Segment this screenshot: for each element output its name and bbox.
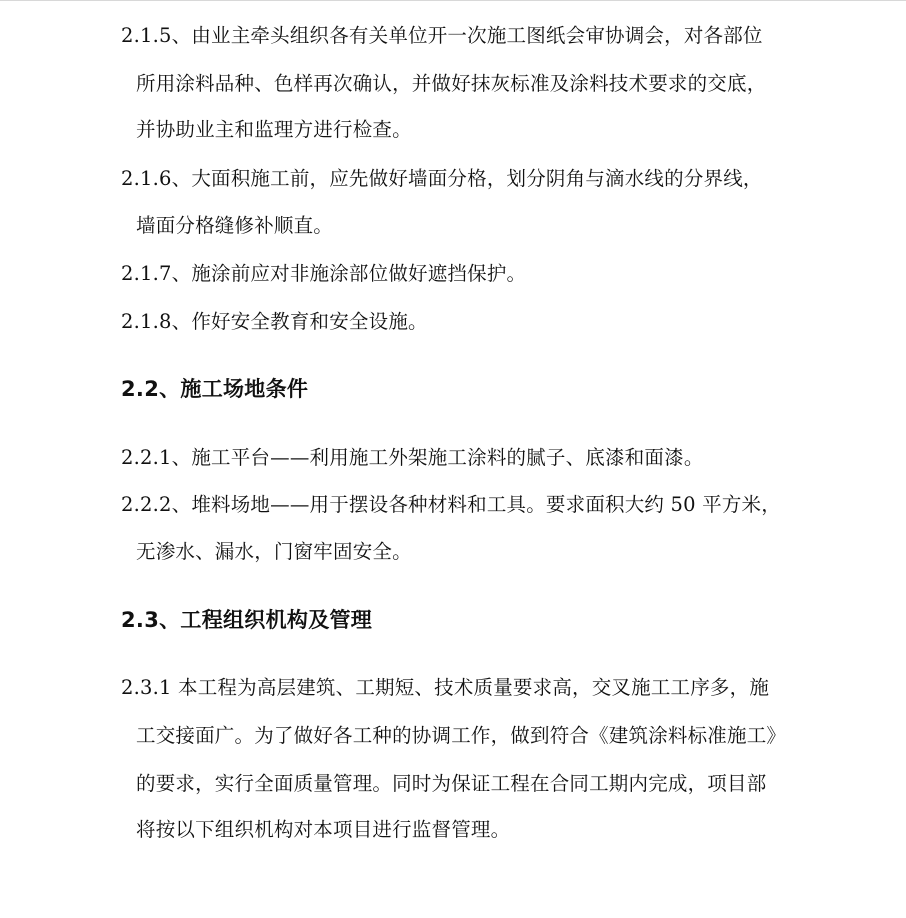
- paragraph-2-3-1-line-1: 2.3.1 本工程为高层建筑、工期短、技术质量要求高，交叉施工工序多，施: [121, 676, 770, 699]
- paragraph-2-1-6-line-2: 墙面分格缝修补顺直。: [136, 214, 334, 237]
- paragraph-2-1-7: 2.1.7、施涂前应对非施涂部位做好遮挡保护。: [121, 262, 527, 285]
- section-heading-2-2: 2.2、施工场地条件: [121, 377, 309, 401]
- paragraph-2-1-5-line-2: 所用涂料品种、色样再次确认，并做好抹灰标准及涂料技术要求的交底，: [136, 72, 767, 95]
- paragraph-2-3-1-line-2: 工交接面广。为了做好各工种的协调工作，做到符合《建筑涂料标准施工》: [136, 724, 787, 747]
- paragraph-2-1-8: 2.1.8、作好安全教育和安全设施。: [121, 310, 428, 333]
- paragraph-2-3-1-line-4: 将按以下组织机构对本项目进行监督管理。: [136, 818, 511, 841]
- paragraph-2-2-2-line-2: 无渗水、漏水，门窗牢固安全。: [136, 540, 412, 563]
- paragraph-2-1-5-line-3: 并协助业主和监理方进行检查。: [136, 118, 412, 141]
- paragraph-2-2-1: 2.2.1、施工平台——利用施工外架施工涂料的腻子、底漆和面漆。: [121, 446, 704, 469]
- paragraph-2-3-1-line-3: 的要求，实行全面质量管理。同时为保证工程在合同工期内完成，项目部: [136, 772, 767, 795]
- section-heading-2-3: 2.3、工程组织机构及管理: [121, 608, 373, 632]
- paragraph-2-2-2-line-1: 2.2.2、堆料场地——用于摆设各种材料和工具。要求面积大约 50 平方米，: [121, 493, 781, 516]
- paragraph-2-1-5-line-1: 2.1.5、由业主牵头组织各有关单位开一次施工图纸会审协调会，对各部位: [121, 24, 763, 47]
- paragraph-2-1-6-line-1: 2.1.6、大面积施工前，应先做好墙面分格，划分阴角与滴水线的分界线，: [121, 167, 763, 190]
- page-top-rule: [0, 0, 906, 1]
